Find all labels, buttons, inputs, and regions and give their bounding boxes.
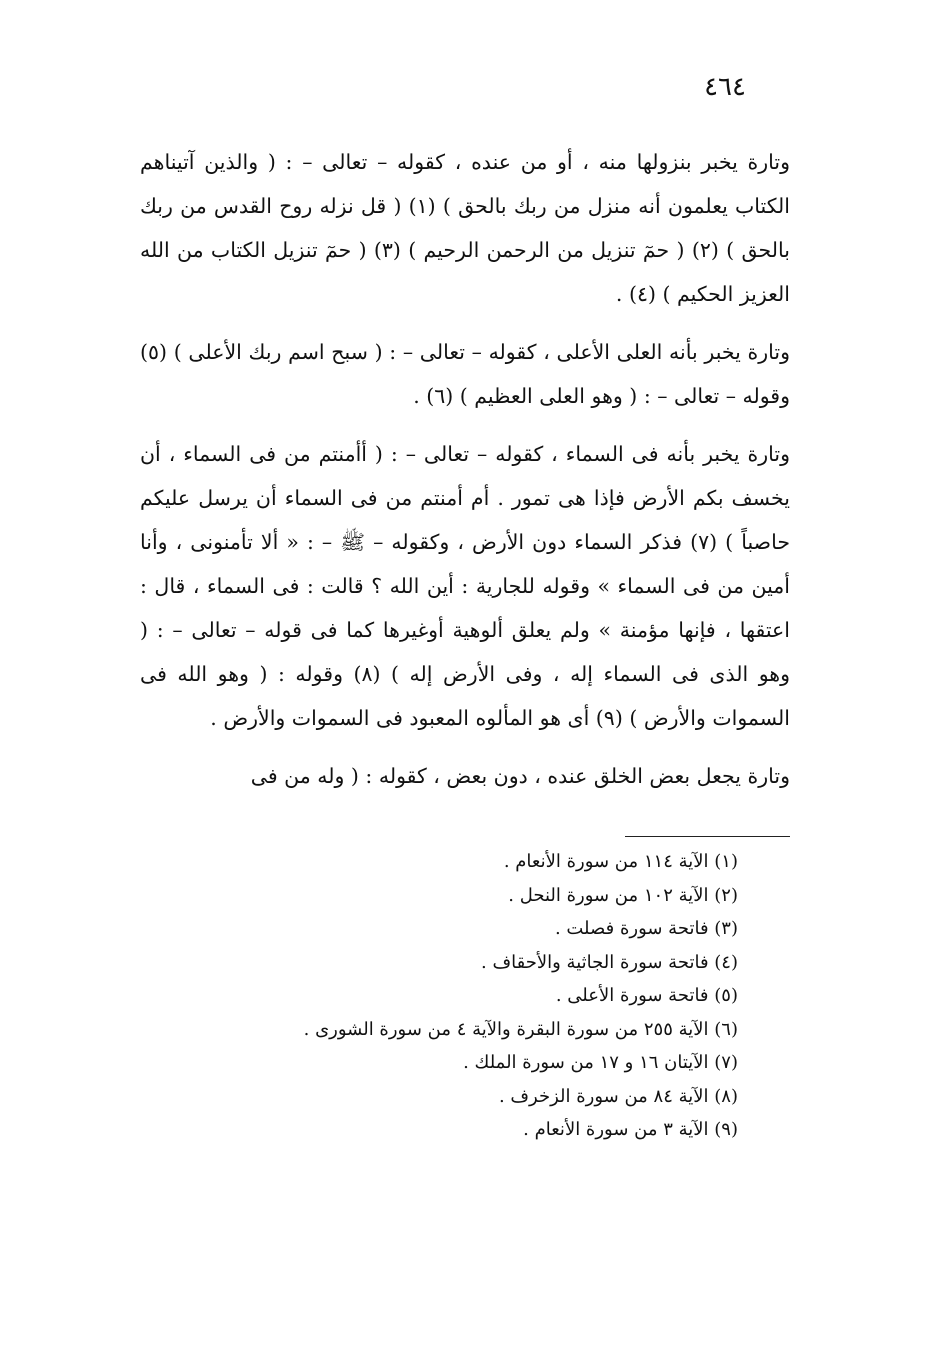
paragraph-4: وتارة يجعل بعض الخلق عنده ، دون بعض ، كقوله : ( وله من فى bbox=[250, 764, 790, 788]
footnotes bbox=[178, 845, 738, 1147]
footnote-divider bbox=[625, 836, 790, 837]
footnote-5: (٥) فاتحة سورة الأعلى . bbox=[555, 985, 738, 1006]
footnote-4: (٤) فاتحة سورة الجاثية والأحقاف . bbox=[481, 951, 738, 973]
footnote-8: (٨) الآية ٨٤ من سورة الزخرف . bbox=[498, 1085, 738, 1107]
paragraph-3: وتارة يخبر بأنه فى السماء ، كقوله – تعالى – : ( أأمنتم من فى السماء ، أن يخسف بكم الأرض فإذا هى تمور . أم أمنتم من فى السماء أن يرسل عليكم حاصباً ) (٧) فذكر السماء دون الأرض ، وكقوله – ﷺ – : « ألا تأمنونى ، وأنا أمين من فى السماء » وقوله للجارية : أين الله ؟ قالت : فى السماء ، قال : اعتقها ، فإنها مؤمنة » ولم يعلق ألوهية أوغيرها كما فى قوله – تعالى – : ( وهو الذى فى السماء إله ، وفى الأرض إله ) (٨) وقوله : ( وهو الله فى السموات والأرض ) (٩) أى هو المألوه المعبود فى السموات والأرض . bbox=[140, 442, 791, 730]
footnote-7: (٧) الآيتان ١٦ و ١٧ من سورة الملك . bbox=[463, 1052, 738, 1073]
paragraph-1: وتارة يخبر بنزولها منه ، أو من عنده ، كقوله – تعالى – : ( والذين آتيناهم الكتاب يعلمون أنه منزل من ربك بالحق ) (١) ( قل نزله روح القدس من ربك بالحق ) (٢) ( حمٓ تنزيل من الرحمن الرحيم ) (٣) ( حمٓ تنزيل الكتاب من الله العزيز الحكيم ) (٤) . bbox=[140, 150, 790, 306]
footnote-3: (٣) فاتحة سورة فصلت . bbox=[554, 918, 738, 939]
footnote-9: (٩) الآية ٣ من سورة الأنعام . bbox=[523, 1119, 738, 1140]
footnote-2: (٢) الآية ١٠٢ من سورة النحل . bbox=[508, 884, 738, 906]
paragraph-2: وتارة يخبر بأنه العلى الأعلى ، كقوله – تعالى – : ( سبح اسم ربك الأعلى ) (٥) وقوله – تعالى – : ( وهو العلى العظيم ) (٦) . bbox=[140, 340, 790, 408]
main-text bbox=[140, 140, 790, 812]
page-number: ٤٦٤ bbox=[704, 72, 746, 102]
footnote-6: (٦) الآية ٢٥٥ من سورة البقرة والآية ٤ من سورة الشورى . bbox=[303, 1018, 738, 1040]
footnote-1: (١) الآية ١١٤ من سورة الأنعام . bbox=[503, 851, 738, 872]
